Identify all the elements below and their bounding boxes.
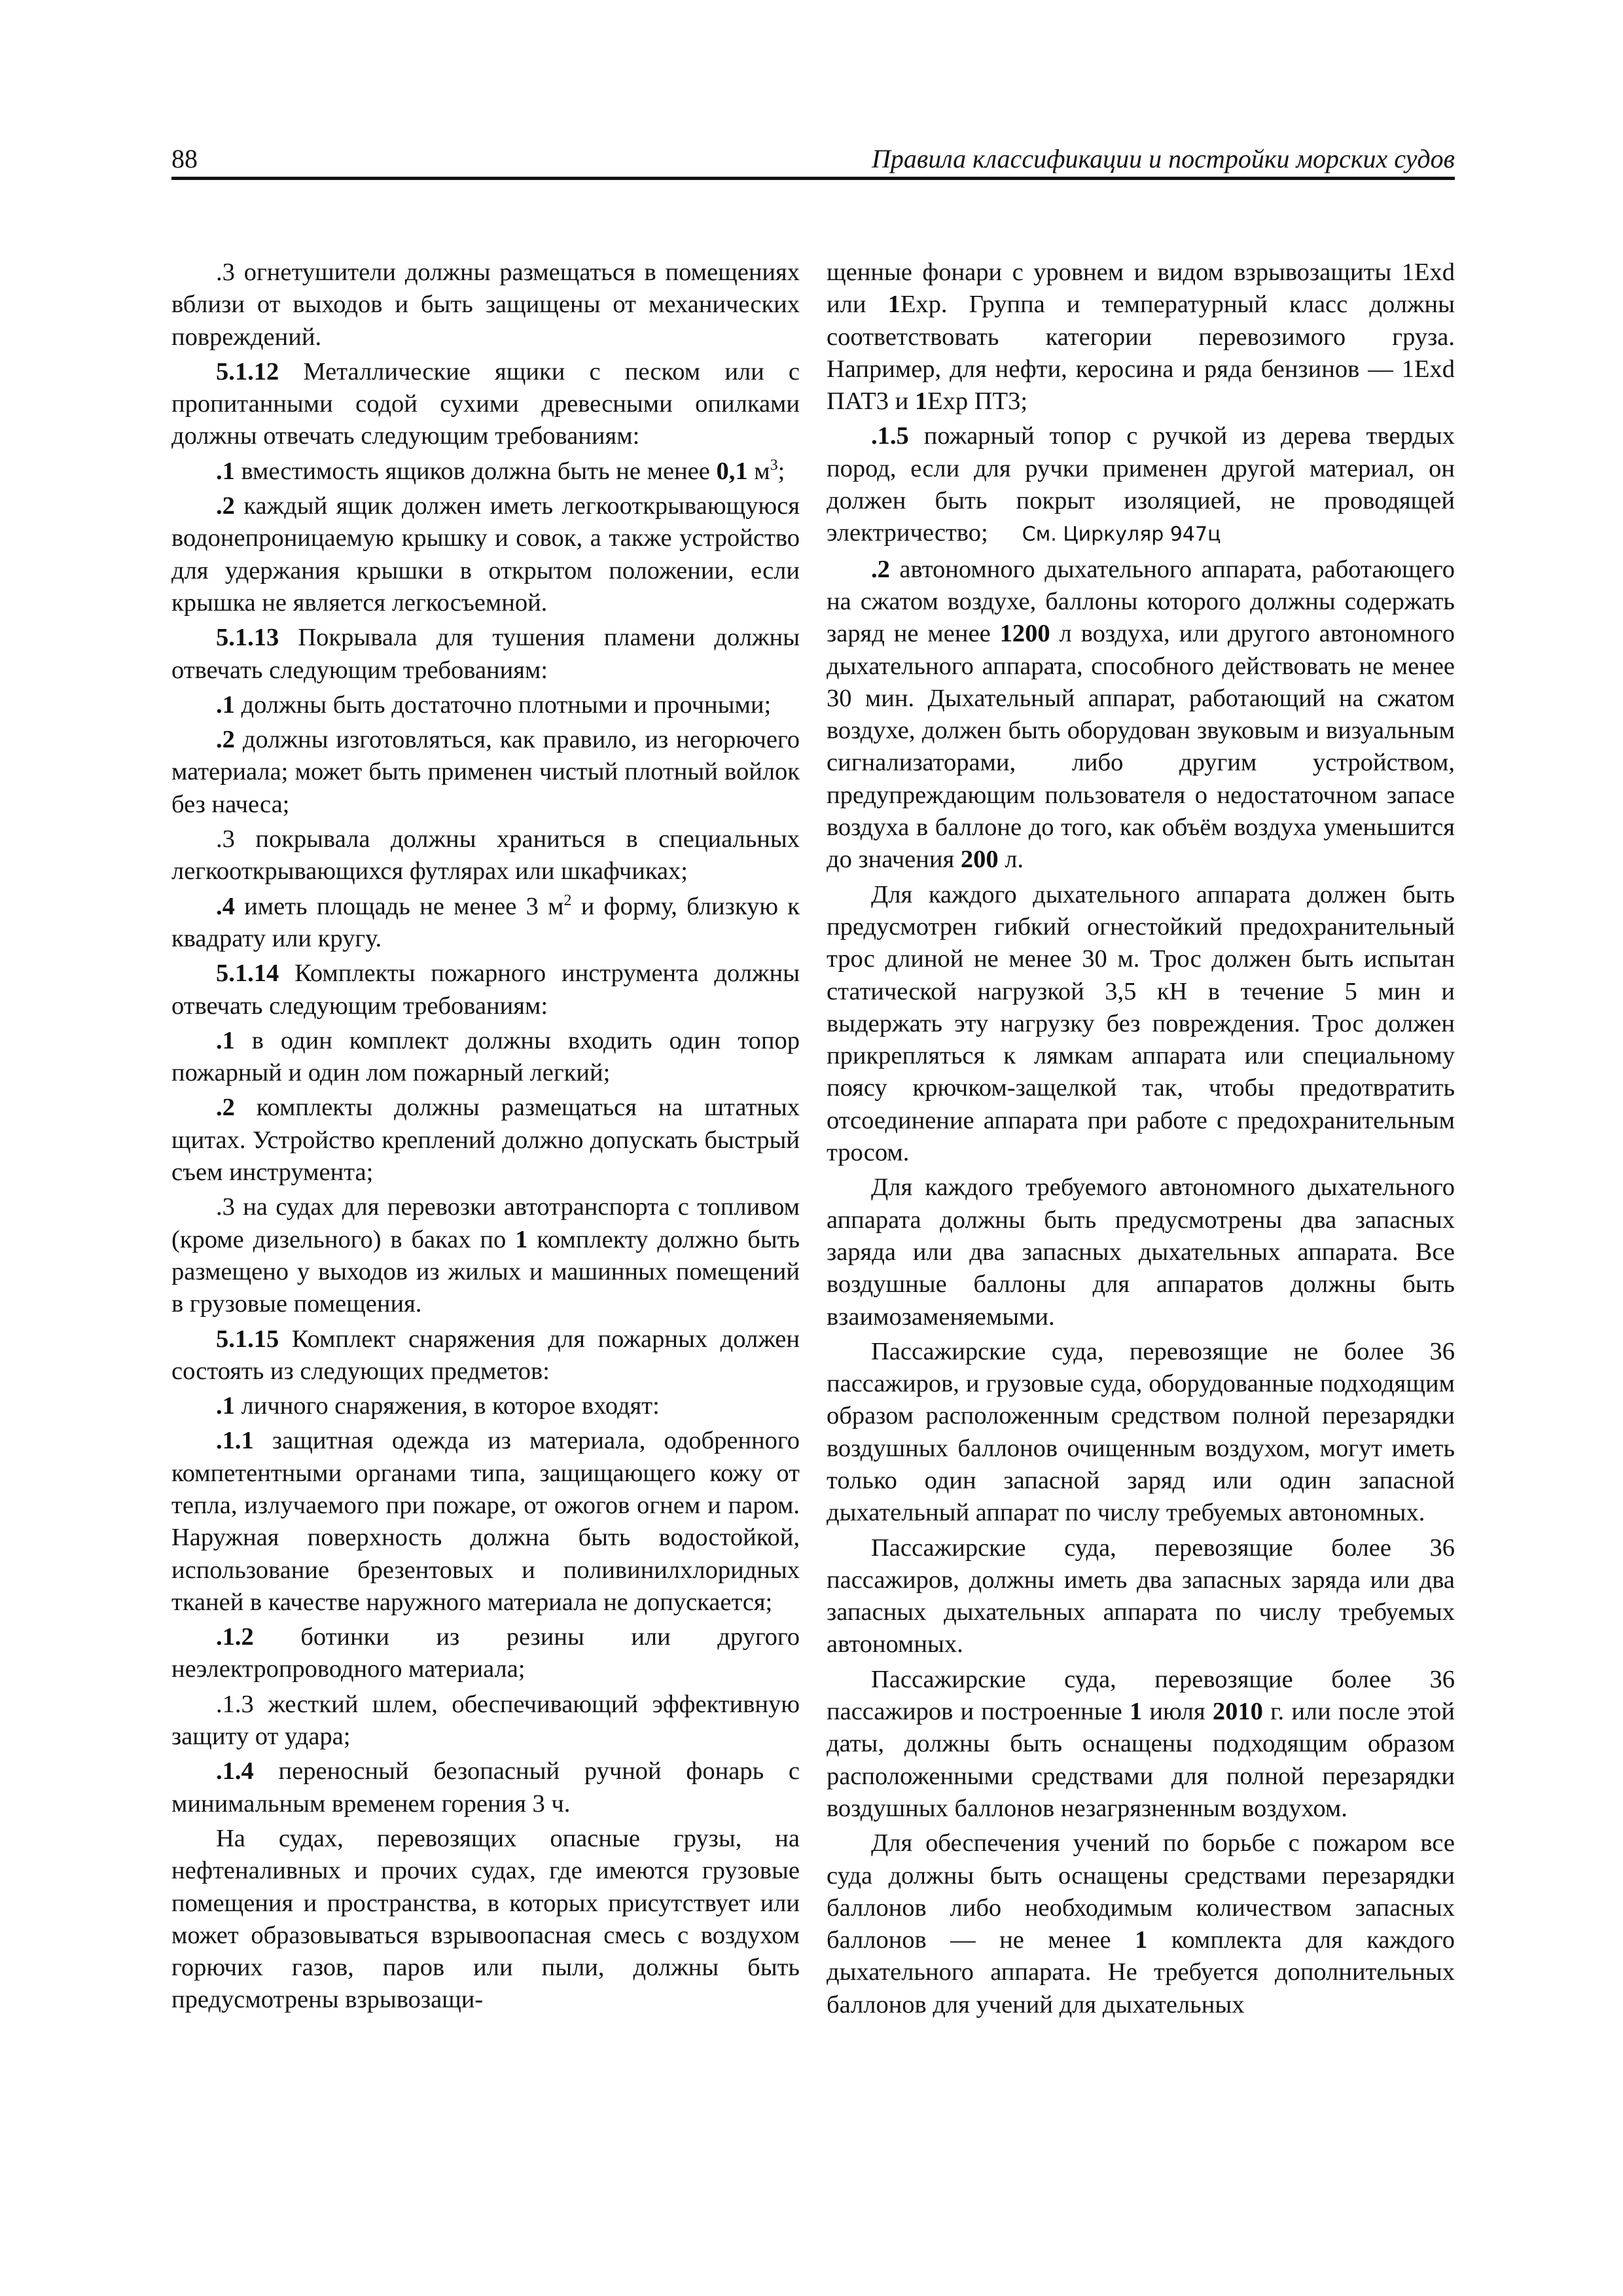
section-number: 5.1.15 (216, 1325, 279, 1353)
paragraph-continuation: щенные фонари с уровнем и видом взрывозащиты 1Exd или 1Exp. Группа и температурный класс должны соответствовать категории перевозимого груза. Например, для нефти, керосина и ряда бензинов — 1Exd ПАТ3 и 1Exp ПТ3; (827, 259, 1455, 416)
paragraph: Пассажирские суда, перевозящие более 36 пассажиров и построенные 1 июля 2010 г. или после этой даты, должны быть оснащены подходящим образом расположенными средствами для полной перезарядки воздушных баллонов незагрязненным воздухом. (827, 1665, 1455, 1822)
section-number: 5.1.13 (216, 624, 279, 652)
list-item: .1.5 пожарный топор с ручкой из дерева твердых пород, если для ручки применен другой материал, он должен быть покрыт изоляцией, не проводящей электричество; См. Циркуляр 947ц (827, 422, 1455, 547)
list-item: .1 вместимость ящиков должна быть не менее 0,1 $м^3$; (216, 456, 785, 485)
paragraph: Пассажирские суда, перевозящие более 36 пассажиров, должны иметь два запасных заряда или два запасных дыхательных аппарата по числу требуемых автономных. (827, 1534, 1455, 1659)
right-column (827, 257, 1455, 2021)
paragraph: Для каждого дыхательного аппарата должен быть предусмотрен гибкий огнестойкий предохранительный трос длиной не менее 30 м. Трос должен быть испытан статической нагрузкой 3,5 кН в течение 5 мин и выдержать эту нагрузку без повреждения. Трос должен прикрепляться к лямкам аппарата или специальному поясу крючком-защелкой так, чтобы предотвратить отсоединение аппарата при работе с предохранительным тросом. (827, 880, 1455, 1167)
section-5-1-15: 5.1.15 Комплект снаряжения для пожарных должен состоять из следующих предметов: (171, 1325, 800, 1385)
list-item: .2 каждый ящик должен иметь легкооткрывающуюся водонепроницаемую крышку и совок, а также устройство для удержания крышки в открытом положении, если крышка не является легкосъемной. (171, 492, 800, 617)
section-number: 5.1.12 (216, 357, 279, 386)
list-item: .2 комплекты должны размещаться на штатных щитах. Устройство креплений должно допускать быстрый съем инструмента; (171, 1094, 800, 1187)
circular-note: См. Циркуляр 947ц (1022, 523, 1221, 547)
running-header-title: Правила классификации и постройки морских судов (871, 144, 1455, 173)
list-item: .2 автономного дыхательного аппарата, работающего на сжатом воздухе, баллоны которого должны содержать заряд не менее 1200 л воздуха, или другого автономного дыхательного аппарата, способного действовать не менее 30 мин. Дыхательный аппарат, работающий на сжатом воздухе, должен быть оборудован звуковым и визуальным сигнализаторами, либо другим устройством, предупреждающим пользователя о недостаточном запасе воздуха в баллоне до того, как объём воздуха уменьшится до значения 200 л. (827, 555, 1455, 874)
section-5-1-13: 5.1.13 Покрывала для тушения пламени должны отвечать следующим требованиям: (171, 624, 800, 684)
list-item: .2 должны изготовляться, как правило, из негорючего материала; может быть применен чистый плотный войлок без начеса; (171, 726, 800, 818)
paragraph: Пассажирские суда, перевозящие не более 36 пассажиров, и грузовые суда, оборудованные подходящим образом расположенным средством полной перезарядки воздушных баллонов очищенным воздухом, могут иметь только один запасной заряд или один запасной дыхательный аппарат по числу требуемых автономных. (827, 1337, 1455, 1527)
paragraph: Для каждого требуемого автономного дыхательного аппарата должны быть предусмотрены два запасных заряда или два запасных дыхательных аппарата. Все воздушные баллоны для аппаратов должны быть взаимозаменяемыми. (827, 1174, 1455, 1331)
list-item: .3 на судах для перевозки автотранспорта с топливом (кроме дизельного) в баках по 1 комплекту должно быть размещено у выходов из жилых и машинных помещений в грузовые помещения. (171, 1193, 800, 1318)
list-item: .1.1 защитная одежда из материала, одобренного компетентными органами типа, защищающего кожу от тепла, излучаемого при пожаре, от ожогов огнем и паром. Наружная поверхность должна быть водостойкой, использование брезентовых и поливинилхлоридных тканей в качестве наружного материала не допускается; (171, 1427, 800, 1616)
list-item: .3 покрывала должны храниться в специальных легкооткрывающихся футлярах или шкафчиках; (171, 825, 800, 886)
list-item: .1.3 жесткий шлем, обеспечивающий эффективную защиту от удара; (171, 1690, 800, 1751)
section-5-1-14: 5.1.14 Комплекты пожарного инструмента должны отвечать следующим требованиям: (171, 960, 800, 1020)
list-item: .1 личного снаряжения, в которое входят: (216, 1392, 660, 1420)
list-item: .1 в один комплект должны входить один топор пожарный и один лом пожарный легкий; (171, 1026, 800, 1087)
list-item: .4 иметь площадь не менее 3 $м^2$ и форму, близкую к квадрату или кругу. (171, 891, 800, 952)
paragraph: Для обеспечения учений по борьбе с пожаром все суда должны быть оснащены средствами перезарядки баллонов либо необходимым количеством запасных баллонов — не менее 1 комплекта для каждого дыхательного аппарата. Не требуется дополнительных баллонов для учений для дыхательных (827, 1829, 1455, 2018)
list-item: .1 должны быть достаточно плотными и прочными; (216, 691, 772, 719)
list-item: .1.2 ботинки из резины или другого неэлектропроводного материала; (171, 1623, 800, 1683)
paragraph: .3 огнетушители должны размещаться в помещениях вблизи от выходов и быть защищены от механических повреждений. (171, 259, 800, 351)
left-column (171, 257, 800, 2017)
page-number: 88 (171, 144, 198, 173)
header-rule (171, 177, 1455, 180)
section-number: 5.1.14 (216, 960, 279, 988)
section-5-1-12: 5.1.12 Металлические ящики с песком или с пропитанными содой сухими древесными опилками должны отвечать следующим требованиям: (171, 357, 800, 450)
paragraph: На судах, перевозящих опасные грузы, на нефтеналивных и прочих судах, где имеются грузовые помещения и пространства, в которых присутствует или может образовываться взрывоопасная смесь с воздухом горючих газов, паров или пыли, должны быть предусмотрены взрывозащи- (171, 1824, 800, 2014)
list-item: .1.4 переносный безопасный ручной фонарь с минимальным временем горения 3 ч. (171, 1757, 800, 1818)
